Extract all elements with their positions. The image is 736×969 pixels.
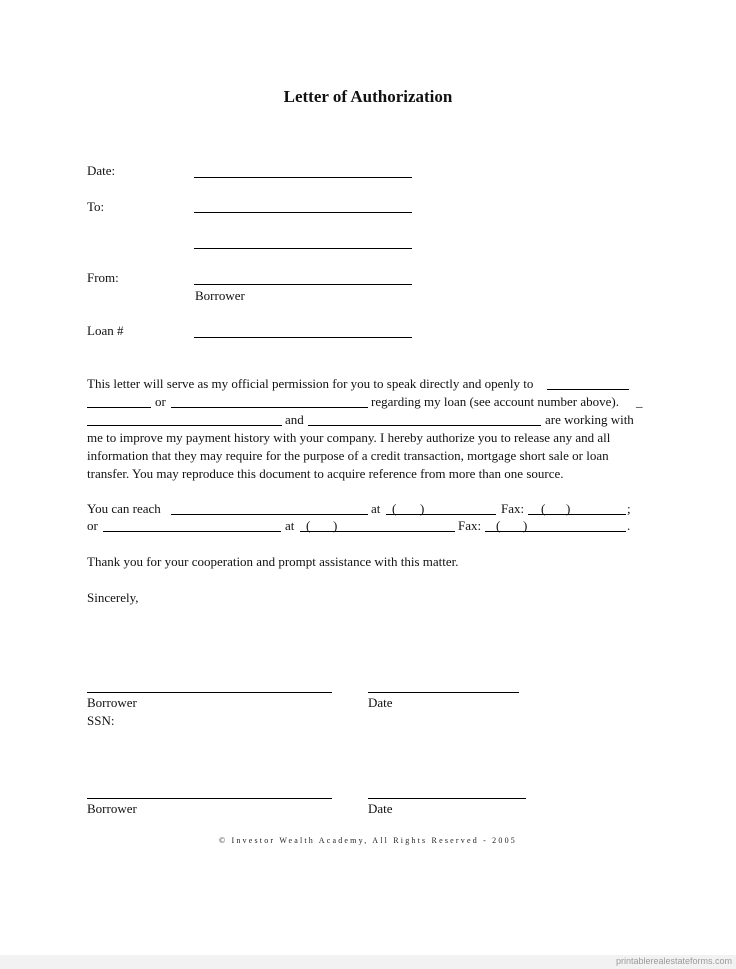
you-can-reach-label: You can reach bbox=[87, 501, 161, 516]
borrower-signature-line-2[interactable] bbox=[87, 798, 332, 799]
contact-name-field-2[interactable] bbox=[103, 531, 281, 532]
document-title: Letter of Authorization bbox=[283, 87, 453, 106]
watermark-site: printablerealestateforms.com bbox=[615, 956, 732, 966]
fax-paren-open-2: ( bbox=[496, 518, 501, 533]
to-field-line-1[interactable] bbox=[194, 212, 412, 213]
authorized-party-1b-field[interactable] bbox=[87, 407, 151, 408]
ssn-label: SSN: bbox=[87, 713, 115, 728]
borrower-signature-line-1[interactable] bbox=[87, 692, 332, 693]
fax-label-2: Fax: bbox=[458, 518, 482, 533]
phone-paren-open-1: ( bbox=[392, 501, 397, 516]
phone-field-1[interactable] bbox=[386, 514, 496, 515]
regarding-text: regarding my loan (see account number above). bbox=[371, 394, 619, 409]
fax-field-2[interactable] bbox=[485, 531, 626, 532]
paragraph-line-4: me to improve my payment history with your company. I hereby authorize you to release any and all bbox=[87, 430, 611, 445]
or-label: or bbox=[155, 394, 166, 409]
and-label: and bbox=[285, 412, 304, 427]
from-label: From: bbox=[87, 270, 119, 285]
authorized-party-4-field[interactable] bbox=[308, 425, 541, 426]
to-label: To: bbox=[87, 199, 105, 214]
borrower-label-2: Borrower bbox=[87, 801, 137, 816]
at-label-1: at bbox=[371, 501, 381, 516]
date-label: Date: bbox=[87, 163, 116, 178]
fax-paren-close-1: ) bbox=[566, 501, 571, 516]
borrower-label-1: Borrower bbox=[87, 695, 137, 710]
or-label-2: or bbox=[87, 518, 98, 533]
fax-paren-close-2: ) bbox=[523, 518, 528, 533]
date-field[interactable] bbox=[194, 177, 412, 178]
contact-name-field-1[interactable] bbox=[171, 514, 368, 515]
phone-paren-close-1: ) bbox=[420, 501, 425, 516]
from-field[interactable] bbox=[194, 284, 412, 285]
at-label-2: at bbox=[285, 518, 295, 533]
working-with-text: are working with bbox=[545, 412, 634, 427]
period: . bbox=[627, 518, 631, 533]
borrower-caption: Borrower bbox=[195, 288, 245, 303]
phone-paren-open-2: ( bbox=[306, 518, 311, 533]
phone-paren-close-2: ) bbox=[333, 518, 338, 533]
loan-number-field[interactable] bbox=[194, 337, 412, 338]
phone-field-2[interactable] bbox=[300, 531, 455, 532]
closing-text: Sincerely, bbox=[87, 590, 139, 605]
authorized-party-3-field[interactable] bbox=[87, 425, 282, 426]
paragraph-line-5: information that they may require for the purpose of a credit transaction, mortgage short sale or loan bbox=[87, 448, 609, 463]
date-signature-line-2[interactable] bbox=[368, 798, 526, 799]
trailing-underscore: _ bbox=[636, 394, 643, 409]
paragraph-line-1: This letter will serve as my official permission for you to speak directly and openly to bbox=[87, 376, 534, 391]
fax-label-1: Fax: bbox=[501, 501, 525, 516]
copyright-footer: © Investor Wealth Academy, All Rights Reserved - 2005 bbox=[218, 836, 517, 845]
thanks-text: Thank you for your cooperation and prompt assistance with this matter. bbox=[87, 554, 459, 569]
loan-number-label: Loan # bbox=[87, 323, 124, 338]
date-label-1: Date bbox=[368, 695, 393, 710]
semicolon: ; bbox=[627, 501, 631, 516]
to-field-line-2[interactable] bbox=[194, 248, 412, 249]
fax-paren-open-1: ( bbox=[541, 501, 546, 516]
date-signature-line-1[interactable] bbox=[368, 692, 519, 693]
paragraph-line-6: transfer. You may reproduce this document to acquire reference from more than one source. bbox=[87, 466, 564, 481]
authorized-party-1-field[interactable] bbox=[547, 389, 629, 390]
date-label-2: Date bbox=[368, 801, 393, 816]
authorized-party-2-field[interactable] bbox=[171, 407, 368, 408]
